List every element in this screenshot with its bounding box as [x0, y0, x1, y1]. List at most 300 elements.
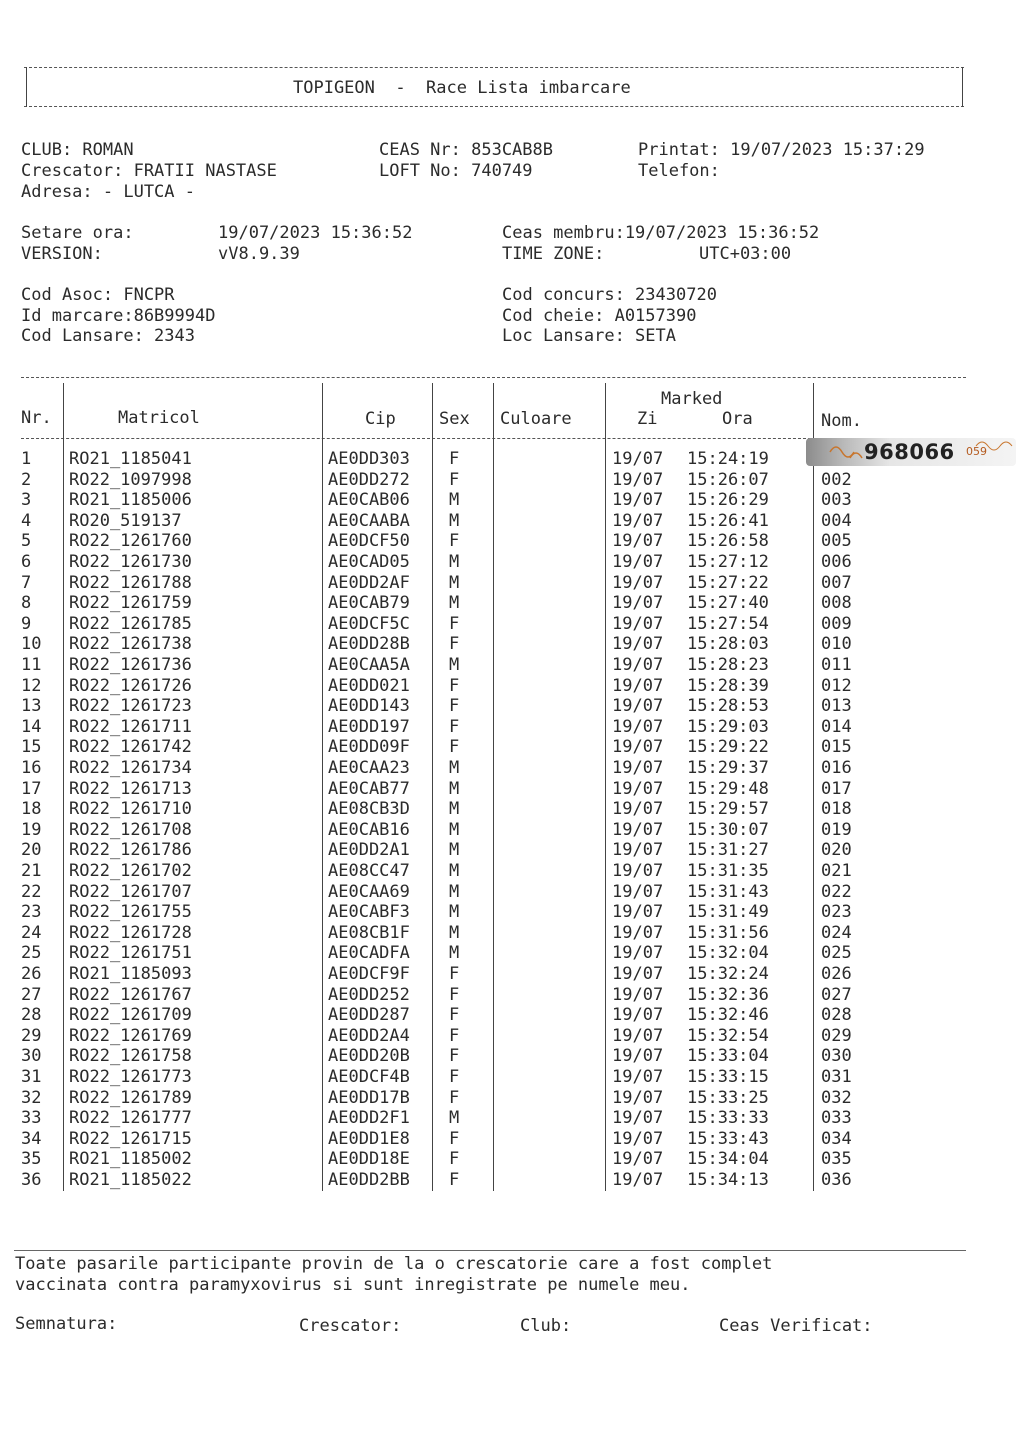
cell-cip: AE0DD2BB: [328, 1170, 410, 1190]
cell-matricol: RO22_1261758: [69, 1046, 192, 1066]
cell-sex: M: [449, 490, 460, 510]
title-box-top-border: [24, 67, 964, 68]
cell-ora: 15:33:43: [687, 1129, 769, 1149]
cell-sex: M: [449, 820, 460, 840]
cell-matricol: RO22_1261713: [69, 779, 192, 799]
cell-sex: F: [449, 676, 460, 696]
cell-cip: AE0CAB16: [328, 820, 410, 840]
cell-matricol: RO22_1261708: [69, 820, 192, 840]
col-sep-culoare: [605, 383, 606, 1191]
cell-nr: 5: [21, 531, 32, 551]
cell-sex: M: [449, 882, 460, 902]
col-header-matricol: Matricol: [118, 408, 200, 428]
cell-nom: 012: [821, 676, 852, 696]
cell-nom: 007: [821, 573, 852, 593]
cell-matricol: RO21_1185002: [69, 1149, 192, 1169]
cell-nr: 20: [21, 840, 42, 860]
cell-ora: 15:31:56: [687, 923, 769, 943]
cell-matricol: RO22_1261707: [69, 882, 192, 902]
cell-matricol: RO22_1261702: [69, 861, 192, 881]
cell-matricol: RO21_1185093: [69, 964, 192, 984]
cell-cip: AE0DD28B: [328, 634, 410, 654]
cell-ora: 15:32:24: [687, 964, 769, 984]
cell-ora: 15:29:03: [687, 717, 769, 737]
cell-sex: F: [449, 717, 460, 737]
telefon-line: Telefon:: [638, 161, 720, 181]
cell-nr: 21: [21, 861, 42, 881]
cell-zi: 19/07: [612, 1149, 664, 1169]
cell-matricol: RO22_1261730: [69, 552, 192, 572]
ceas-nr-line: CEAS Nr: 853CAB8B: [379, 140, 553, 160]
cell-nom: 029: [821, 1026, 852, 1046]
cell-zi: 19/07: [612, 758, 664, 778]
cell-zi: 19/07: [612, 634, 664, 654]
cell-nr: 9: [21, 614, 32, 634]
cell-nr: 17: [21, 779, 42, 799]
cell-matricol: RO22_1261710: [69, 799, 192, 819]
cell-nom: 010: [821, 634, 852, 654]
cod-lansare-line: Cod Lansare: 2343: [21, 326, 195, 346]
cell-nom: 021: [821, 861, 852, 881]
cell-ora: 15:26:41: [687, 511, 769, 531]
cell-nom: 016: [821, 758, 852, 778]
col-header-sex: Sex: [439, 409, 470, 429]
cell-nom: 024: [821, 923, 852, 943]
cell-nr: 2: [21, 470, 32, 490]
cell-nom: 035: [821, 1149, 852, 1169]
ceas-verificat-label: Ceas Verificat:: [719, 1316, 873, 1336]
cell-zi: 19/07: [612, 964, 664, 984]
cell-nr: 35: [21, 1149, 42, 1169]
cell-cip: AE0DD287: [328, 1005, 410, 1025]
cell-matricol: RO22_1261785: [69, 614, 192, 634]
semnatura-label: Semnatura:: [15, 1314, 118, 1334]
cell-nr: 34: [21, 1129, 42, 1149]
stamp-suffix: 059: [966, 445, 987, 458]
cell-zi: 19/07: [612, 717, 664, 737]
cell-nr: 11: [21, 655, 42, 675]
cell-nom: 034: [821, 1129, 852, 1149]
cell-zi: 19/07: [612, 1088, 664, 1108]
cell-matricol: RO22_1261786: [69, 840, 192, 860]
declaration-line-2: vaccinata contra paramyxovirus si sunt inregistrate pe numele meu.: [15, 1275, 691, 1295]
cell-sex: F: [449, 1129, 460, 1149]
cell-sex: F: [449, 1026, 460, 1046]
crescator-line: Crescator: FRATII NASTASE: [21, 161, 277, 181]
cell-nom: 014: [821, 717, 852, 737]
cell-ora: 15:28:23: [687, 655, 769, 675]
cell-sex: M: [449, 1108, 460, 1128]
col-header-cip: Cip: [365, 409, 396, 429]
cell-zi: 19/07: [612, 470, 664, 490]
cell-cip: AE0DCF50: [328, 531, 410, 551]
cell-matricol: RO22_1261738: [69, 634, 192, 654]
cell-matricol: RO22_1261769: [69, 1026, 192, 1046]
cell-ora: 15:28:39: [687, 676, 769, 696]
cell-ora: 15:32:36: [687, 985, 769, 1005]
cell-nom: 026: [821, 964, 852, 984]
cell-nr: 28: [21, 1005, 42, 1025]
cell-sex: M: [449, 573, 460, 593]
col-sep-matricol: [322, 383, 323, 1191]
cell-nom: 006: [821, 552, 852, 572]
loft-no-line: LOFT No: 740749: [379, 161, 533, 181]
version-label: VERSION:: [21, 244, 103, 264]
cell-cip: AE0DD252: [328, 985, 410, 1005]
cell-matricol: RO21_1185041: [69, 449, 192, 469]
cell-zi: 19/07: [612, 1067, 664, 1087]
cell-sex: M: [449, 552, 460, 572]
cell-cip: AE0DD021: [328, 676, 410, 696]
cell-zi: 19/07: [612, 882, 664, 902]
cell-nr: 18: [21, 799, 42, 819]
title-box-left-border: [26, 67, 27, 107]
cell-matricol: RO22_1261711: [69, 717, 192, 737]
cell-cip: AE08CB1F: [328, 923, 410, 943]
cell-nr: 25: [21, 943, 42, 963]
printat-line: Printat: 19/07/2023 15:37:29: [638, 140, 925, 160]
cell-ora: 15:29:48: [687, 779, 769, 799]
cell-matricol: RO22_1261760: [69, 531, 192, 551]
cell-matricol: RO22_1097998: [69, 470, 192, 490]
cell-cip: AE0CAA5A: [328, 655, 410, 675]
cell-cip: AE0DCF9F: [328, 964, 410, 984]
cell-sex: F: [449, 1005, 460, 1025]
cell-nom: 017: [821, 779, 852, 799]
cell-cip: AE0CAB79: [328, 593, 410, 613]
club-line: CLUB: ROMAN: [21, 140, 134, 160]
cell-cip: AE0DD143: [328, 696, 410, 716]
cell-cip: AE0DCF5C: [328, 614, 410, 634]
cell-nr: 3: [21, 490, 32, 510]
cell-cip: AE0CAABA: [328, 511, 410, 531]
cell-nom: 011: [821, 655, 852, 675]
cell-zi: 19/07: [612, 1005, 664, 1025]
cell-sex: M: [449, 655, 460, 675]
cell-cip: AE08CC47: [328, 861, 410, 881]
crescator-signature-label: Crescator:: [299, 1316, 402, 1336]
cell-cip: AE08CB3D: [328, 799, 410, 819]
cell-cip: AE0DD09F: [328, 737, 410, 757]
time-zone-label: TIME ZONE:: [502, 244, 605, 264]
cell-matricol: RO22_1261788: [69, 573, 192, 593]
cell-nom: 023: [821, 902, 852, 922]
cell-sex: M: [449, 840, 460, 860]
id-marcare-line: Id marcare:86B9994D: [21, 306, 216, 326]
col-sep-sex: [493, 383, 494, 1191]
col-sep-cip: [432, 383, 433, 1191]
report-title: TOPIGEON - Race Lista imbarcare: [293, 78, 631, 98]
cell-zi: 19/07: [612, 593, 664, 613]
cell-ora: 15:31:43: [687, 882, 769, 902]
cell-sex: F: [449, 1170, 460, 1190]
setare-ora-label: Setare ora:: [21, 223, 134, 243]
cell-matricol: RO22_1261709: [69, 1005, 192, 1025]
cell-nr: 32: [21, 1088, 42, 1108]
cell-nom: 019: [821, 820, 852, 840]
cell-cip: AE0DD2A1: [328, 840, 410, 860]
version-value: vV8.9.39: [218, 244, 300, 264]
adresa-line: Adresa: - LUTCA -: [21, 182, 195, 202]
cell-zi: 19/07: [612, 985, 664, 1005]
cell-ora: 15:30:07: [687, 820, 769, 840]
col-header-nom: Nom.: [821, 411, 862, 431]
cell-sex: F: [449, 737, 460, 757]
cell-zi: 19/07: [612, 737, 664, 757]
col-sep-marked: [813, 383, 814, 1191]
cell-ora: 15:27:54: [687, 614, 769, 634]
cell-nom: 033: [821, 1108, 852, 1128]
cell-zi: 19/07: [612, 840, 664, 860]
cell-ora: 15:31:27: [687, 840, 769, 860]
cell-cip: AE0CAA69: [328, 882, 410, 902]
cell-nom: 003: [821, 490, 852, 510]
cell-nom: 009: [821, 614, 852, 634]
cell-nr: 27: [21, 985, 42, 1005]
declaration-line-1: Toate pasarile participante provin de la o crescatorie care a fost complet: [15, 1254, 773, 1274]
cell-ora: 15:29:57: [687, 799, 769, 819]
cell-nr: 22: [21, 882, 42, 902]
cell-ora: 15:27:40: [687, 593, 769, 613]
cell-ora: 15:34:13: [687, 1170, 769, 1190]
cell-zi: 19/07: [612, 552, 664, 572]
cell-cip: AE0DD20B: [328, 1046, 410, 1066]
cell-zi: 19/07: [612, 1108, 664, 1128]
cell-cip: AE0DD2A4: [328, 1026, 410, 1046]
cell-sex: M: [449, 799, 460, 819]
cell-ora: 15:34:04: [687, 1149, 769, 1169]
cell-ora: 15:31:35: [687, 861, 769, 881]
cell-zi: 19/07: [612, 799, 664, 819]
cell-cip: AE0DD2F1: [328, 1108, 410, 1128]
loc-lansare-line: Loc Lansare: SETA: [502, 326, 676, 346]
cell-ora: 15:32:54: [687, 1026, 769, 1046]
cell-nom: 020: [821, 840, 852, 860]
cell-sex: F: [449, 1088, 460, 1108]
cell-ora: 15:24:19: [687, 449, 769, 469]
cell-zi: 19/07: [612, 861, 664, 881]
cell-matricol: RO21_1185006: [69, 490, 192, 510]
cell-matricol: RO22_1261728: [69, 923, 192, 943]
col-header-ora: Ora: [722, 409, 753, 429]
cell-nr: 8: [21, 593, 32, 613]
cell-nom: 032: [821, 1088, 852, 1108]
cell-nom: 002: [821, 470, 852, 490]
cell-zi: 19/07: [612, 1129, 664, 1149]
ceas-membru-line: Ceas membru:19/07/2023 15:36:52: [502, 223, 820, 243]
cell-cip: AE0CABF3: [328, 902, 410, 922]
cod-cheie-line: Cod cheie: A0157390: [502, 306, 697, 326]
cell-cip: AE0DD2AF: [328, 573, 410, 593]
cell-sex: M: [449, 593, 460, 613]
cod-concurs-line: Cod concurs: 23430720: [502, 285, 717, 305]
cell-zi: 19/07: [612, 923, 664, 943]
cell-matricol: RO22_1261777: [69, 1108, 192, 1128]
cell-nom: 004: [821, 511, 852, 531]
cell-ora: 15:28:03: [687, 634, 769, 654]
title-box-bottom-border: [24, 106, 964, 107]
cell-sex: M: [449, 779, 460, 799]
cell-sex: F: [449, 1046, 460, 1066]
cell-nr: 31: [21, 1067, 42, 1087]
cell-matricol: RO22_1261715: [69, 1129, 192, 1149]
cell-ora: 15:33:04: [687, 1046, 769, 1066]
cell-ora: 15:26:07: [687, 470, 769, 490]
cell-sex: M: [449, 861, 460, 881]
cell-zi: 19/07: [612, 449, 664, 469]
cell-matricol: RO22_1261734: [69, 758, 192, 778]
cell-sex: M: [449, 902, 460, 922]
cell-matricol: RO20_519137: [69, 511, 182, 531]
cell-zi: 19/07: [612, 1170, 664, 1190]
cell-nom: 030: [821, 1046, 852, 1066]
col-sep-nr: [63, 383, 64, 1191]
cell-sex: F: [449, 964, 460, 984]
cell-nr: 36: [21, 1170, 42, 1190]
cell-nr: 30: [21, 1046, 42, 1066]
stamp-number: 968066: [864, 440, 955, 464]
cell-zi: 19/07: [612, 779, 664, 799]
cell-cip: AE0CAA23: [328, 758, 410, 778]
cell-zi: 19/07: [612, 573, 664, 593]
cell-ora: 15:28:53: [687, 696, 769, 716]
cell-nom: 013: [821, 696, 852, 716]
cell-nom: 027: [821, 985, 852, 1005]
cell-cip: AE0CAB77: [328, 779, 410, 799]
cell-ora: 15:26:29: [687, 490, 769, 510]
cell-nr: 33: [21, 1108, 42, 1128]
col-header-zi: Zi: [637, 409, 658, 429]
cell-nr: 29: [21, 1026, 42, 1046]
cell-nom: 031: [821, 1067, 852, 1087]
cell-matricol: RO22_1261726: [69, 676, 192, 696]
cell-matricol: RO22_1261767: [69, 985, 192, 1005]
cell-matricol: RO22_1261759: [69, 593, 192, 613]
cell-sex: F: [449, 1149, 460, 1169]
cell-nr: 1: [21, 449, 32, 469]
cell-ora: 15:26:58: [687, 531, 769, 551]
cell-nom: 025: [821, 943, 852, 963]
table-header-bottom-border: [21, 438, 811, 439]
clock-stamp: [806, 438, 1016, 466]
cell-sex: F: [449, 449, 460, 469]
cell-matricol: RO22_1261773: [69, 1067, 192, 1087]
cell-zi: 19/07: [612, 1026, 664, 1046]
cell-matricol: RO22_1261742: [69, 737, 192, 757]
cell-sex: M: [449, 943, 460, 963]
cell-matricol: RO22_1261789: [69, 1088, 192, 1108]
cell-nom: 018: [821, 799, 852, 819]
cell-nr: 19: [21, 820, 42, 840]
cell-ora: 15:33:15: [687, 1067, 769, 1087]
cell-matricol: RO21_1185022: [69, 1170, 192, 1190]
cell-ora: 15:32:46: [687, 1005, 769, 1025]
cell-sex: M: [449, 923, 460, 943]
cell-zi: 19/07: [612, 943, 664, 963]
cell-sex: F: [449, 985, 460, 1005]
cell-ora: 15:31:49: [687, 902, 769, 922]
cell-nr: 26: [21, 964, 42, 984]
cell-cip: AE0DD272: [328, 470, 410, 490]
cell-nom: 008: [821, 593, 852, 613]
cell-sex: F: [449, 470, 460, 490]
cell-zi: 19/07: [612, 490, 664, 510]
cell-ora: 15:33:33: [687, 1108, 769, 1128]
cell-zi: 19/07: [612, 1046, 664, 1066]
cell-nom: 015: [821, 737, 852, 757]
cell-zi: 19/07: [612, 511, 664, 531]
cell-sex: F: [449, 614, 460, 634]
cell-cip: AE0DD197: [328, 717, 410, 737]
cell-nr: 23: [21, 902, 42, 922]
cell-zi: 19/07: [612, 696, 664, 716]
cell-nr: 14: [21, 717, 42, 737]
cell-matricol: RO22_1261751: [69, 943, 192, 963]
cell-nr: 13: [21, 696, 42, 716]
cell-zi: 19/07: [612, 614, 664, 634]
time-zone-value: UTC+03:00: [699, 244, 792, 264]
cell-nr: 16: [21, 758, 42, 778]
cell-cip: AE0CAD05: [328, 552, 410, 572]
title-box-right-border: [962, 67, 963, 107]
cell-matricol: RO22_1261723: [69, 696, 192, 716]
cell-sex: M: [449, 758, 460, 778]
table-top-border: [21, 377, 966, 378]
cell-sex: F: [449, 696, 460, 716]
cell-matricol: RO22_1261736: [69, 655, 192, 675]
cell-cip: AE0CAB06: [328, 490, 410, 510]
cell-nr: 12: [21, 676, 42, 696]
cell-cip: AE0DD303: [328, 449, 410, 469]
cell-cip: AE0DD18E: [328, 1149, 410, 1169]
cell-nr: 6: [21, 552, 32, 572]
cell-ora: 15:33:25: [687, 1088, 769, 1108]
cell-sex: F: [449, 1067, 460, 1087]
footer-rule: [14, 1250, 966, 1251]
cell-zi: 19/07: [612, 902, 664, 922]
cell-cip: AE0DD1E8: [328, 1129, 410, 1149]
cell-cip: AE0DD17B: [328, 1088, 410, 1108]
cell-cip: AE0DCF4B: [328, 1067, 410, 1087]
col-header-culoare: Culoare: [500, 409, 572, 429]
cell-ora: 15:27:12: [687, 552, 769, 572]
cod-asoc-line: Cod Asoc: FNCPR: [21, 285, 175, 305]
cell-nom: 036: [821, 1170, 852, 1190]
cell-zi: 19/07: [612, 820, 664, 840]
col-header-marked: Marked: [661, 389, 723, 409]
cell-nr: 7: [21, 573, 32, 593]
cell-zi: 19/07: [612, 531, 664, 551]
cell-nom: 022: [821, 882, 852, 902]
cell-sex: F: [449, 634, 460, 654]
cell-cip: AE0CADFA: [328, 943, 410, 963]
cell-sex: F: [449, 531, 460, 551]
cell-nom: 028: [821, 1005, 852, 1025]
cell-zi: 19/07: [612, 676, 664, 696]
col-header-nr: Nr.: [21, 408, 52, 428]
cell-nr: 10: [21, 634, 42, 654]
cell-nr: 4: [21, 511, 32, 531]
setare-ora-value: 19/07/2023 15:36:52: [218, 223, 413, 243]
cell-ora: 15:27:22: [687, 573, 769, 593]
cell-sex: M: [449, 511, 460, 531]
cell-nom: 005: [821, 531, 852, 551]
cell-ora: 15:29:22: [687, 737, 769, 757]
cell-zi: 19/07: [612, 655, 664, 675]
cell-nr: 24: [21, 923, 42, 943]
cell-nr: 15: [21, 737, 42, 757]
cell-ora: 15:32:04: [687, 943, 769, 963]
